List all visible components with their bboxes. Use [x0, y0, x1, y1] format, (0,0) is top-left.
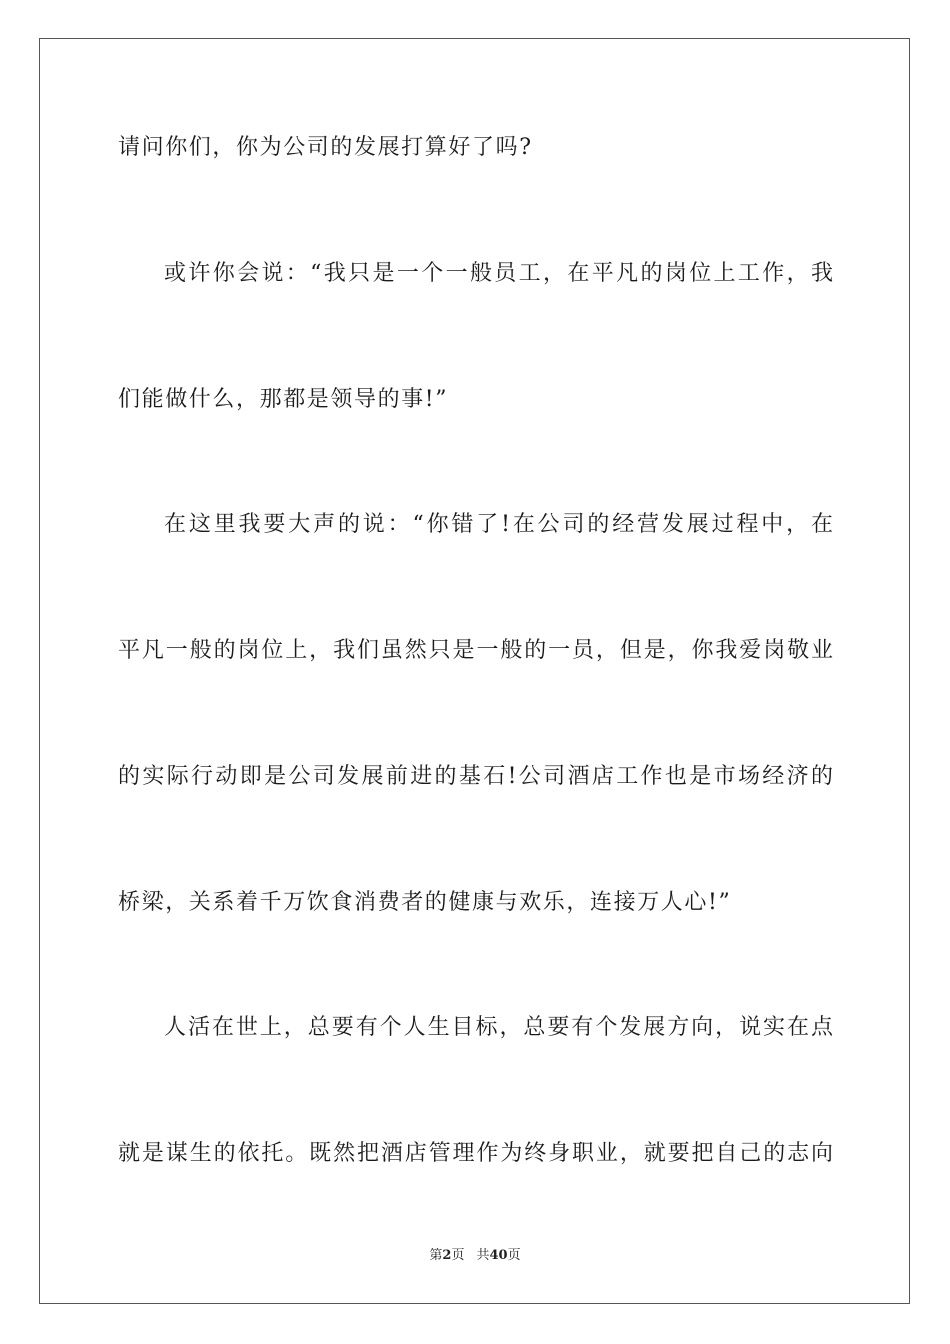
page-footer: [0, 1247, 950, 1265]
text-line-3: 们能做什么，那都是领导的事!”: [118, 387, 449, 412]
footer-total-suffix: 页: [507, 1248, 521, 1263]
text-line-8: 人活在世上，总要有个人生目标，总要有个发展方向，说实在点: [164, 1015, 833, 1040]
text-line-6: 的实际行动即是公司发展前进的基石!公司酒店工作也是市场经济的: [118, 764, 833, 789]
footer-total-pages: 40: [489, 1248, 508, 1263]
footer-total-prefix: 共: [476, 1248, 490, 1263]
text-line-4: 在这里我要大声的说：“你错了!在公司的经营发展过程中，在: [164, 512, 833, 537]
footer-page-prefix: 第: [429, 1248, 443, 1263]
footer-page-suffix: 页: [451, 1248, 465, 1263]
text-line-9: 就是谋生的依托。既然把酒店管理作为终身职业，就要把自己的志向: [118, 1141, 833, 1166]
footer-page-number: 2: [442, 1248, 452, 1263]
text-line-1: 请问你们，你为公司的发展打算好了吗?: [118, 135, 533, 160]
text-line-2: 或许你会说：“我只是一个一般员工，在平凡的岗位上工作，我: [164, 261, 833, 286]
page-border: [39, 38, 910, 1304]
text-line-5: 平凡一般的岗位上，我们虽然只是一般的一员，但是，你我爱岗敬业: [118, 638, 833, 663]
text-line-7: 桥梁，关系着千万饮食消费者的健康与欢乐，连接万人心!”: [118, 890, 732, 915]
